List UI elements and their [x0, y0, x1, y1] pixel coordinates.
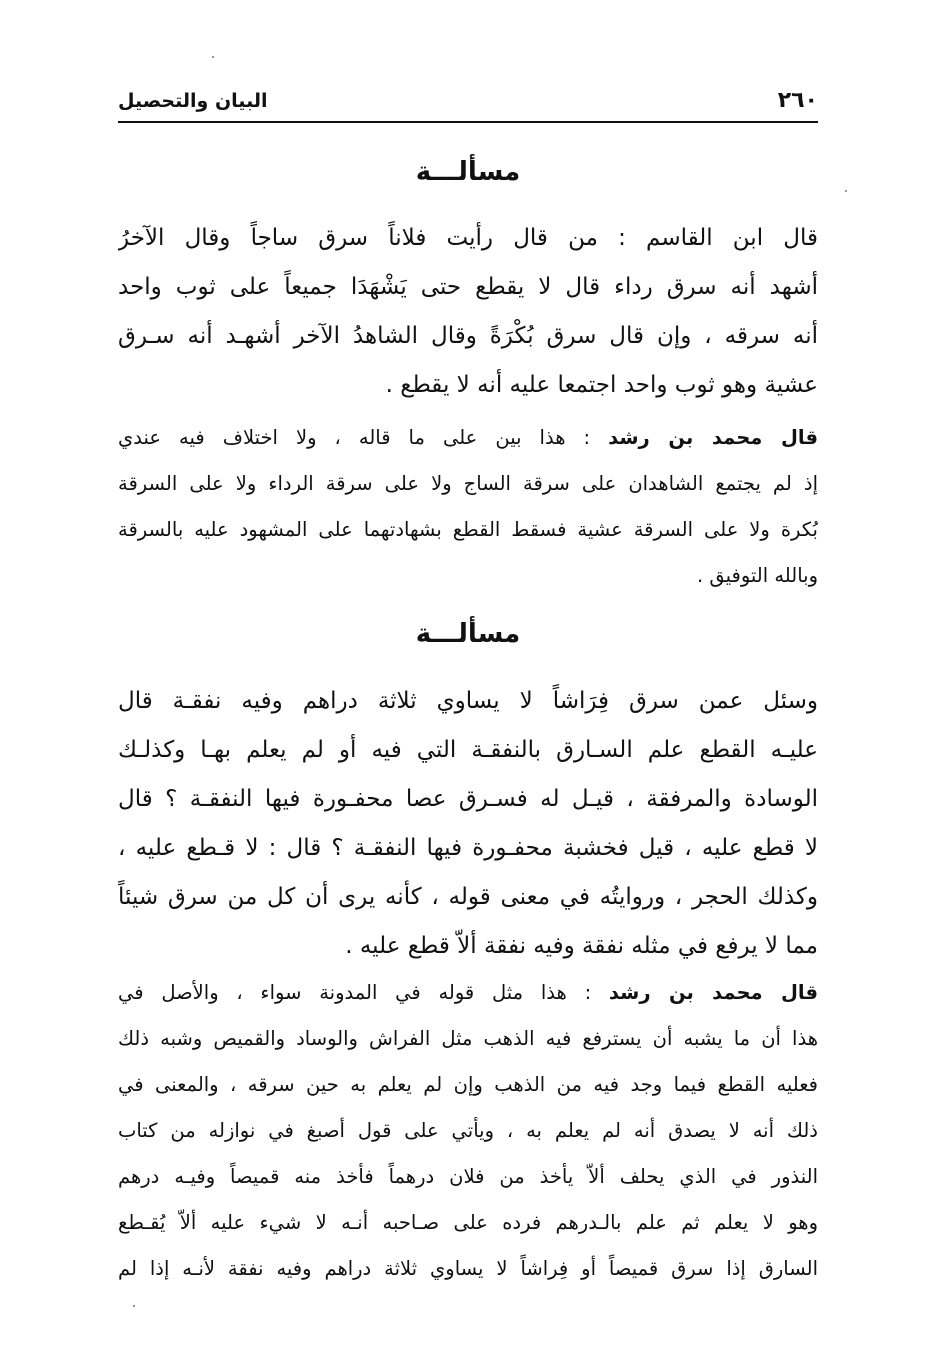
- section-title-1: مسألـــة: [415, 157, 521, 187]
- text-line: أنه سرقه ، وإن قال سرق بُكْرَةً وقال الشاهدُ الآخر أشهـد أنه سـرق: [118, 323, 818, 349]
- page-header: [118, 86, 818, 120]
- scan-speck: [212, 56, 214, 58]
- commentary-first-line-text: : هذا بين على ما قاله ، ولا اختلاف فيه عندي: [118, 426, 609, 449]
- text-line: وبالله التوفيق .: [696, 564, 818, 587]
- text-line: وهو لا يعلم ثم علم بالـدرهم فرده على صـاحبه أنـه لا شيء عليه ألاّ يُقـطع: [118, 1211, 818, 1234]
- commentary-speaker: قال محمد بن رشد: [608, 981, 818, 1004]
- text-line: أشهد أنه سرق رداء قال لا يقطع حتى يَشْهَدَا جميعاً على ثوب واحد: [118, 274, 818, 300]
- text-line: هذا أن ما يشبه أن يسترفع فيه الذهب مثل الفراش والوساد والقميص وشبه ذلك: [118, 1027, 818, 1050]
- text-line: وكذلك الحجر ، وروايتُه في معنى قوله ، كأنه يرى أن كل من سرق شيئاً: [118, 884, 818, 910]
- text-line: النذور في الذي يحلف ألاّ يأخذ من فلان درهماً فأخذ منه قميصاً وفيـه درهم: [118, 1165, 818, 1188]
- commentary-first-line: [118, 415, 818, 461]
- text-line: الوسادة والمرفقة ، قيـل له فسـرق عصا محفـورة فيها النفقـة ؟ قال: [118, 786, 818, 812]
- running-title: البيان والتحصيل: [118, 90, 268, 112]
- section-2-commentary: [118, 970, 818, 1292]
- text-line: لا قطع عليه ، قيل فخشبة محفـورة فيها النفقـة ؟ قال : لا قـطع عليه ،: [118, 835, 818, 861]
- text-line: عليـه القطع علم السـارق بالنفقـة التي فيه أو لم يعلم بهـا وكذلـك: [118, 737, 818, 763]
- section-1-commentary: [118, 415, 818, 599]
- text-line: عشية وهو ثوب واحد اجتمعا عليه أنه لا يقطع .: [385, 372, 818, 398]
- text-line: وسئل عمن سرق فِرَاشاً لا يساوي ثلاثة دراهم وفيه نفقـة قال: [118, 688, 818, 714]
- commentary-first-line: [118, 970, 818, 1016]
- text-line: السارق إذا سرق قميصاً أو فِراشاً لا يساوي ثلاثة دراهم وفيه نفقة لأنـه إذا لم: [118, 1257, 818, 1280]
- commentary-first-line-text: : هذا مثل قوله في المدونة سواء ، والأصل في: [118, 981, 609, 1004]
- text-line: فعليه القطع فيما وجد فيه من الذهب وإن لم يعلم به حين سرقه ، والمعنى في: [118, 1073, 818, 1096]
- text-line: ذلك أنه لا يصدق أنه لم يعلم به ، ويأتي على قول أصبغ في نوازله من كتاب: [118, 1119, 818, 1142]
- text-line: قال ابن القاسم : من قال رأيت فلاناً سرق ساجاً وقال الآخرُ: [118, 225, 818, 251]
- text-line: إذ لم يجتمع الشاهدان على سرقة الساج ولا على سرقة الرداء ولا على السرقة: [118, 472, 818, 495]
- section-title-2: مسألـــة: [415, 619, 521, 649]
- section-2-question-text: [118, 677, 818, 971]
- section-1-question-text: [118, 214, 818, 410]
- page-number: ٢٦٠: [777, 88, 818, 113]
- commentary-speaker: قال محمد بن رشد: [608, 426, 818, 449]
- text-line: بُكرة ولا على السرقة عشية فسقط القطع بشهادتهما على المشهود عليه بالسرقة: [118, 518, 818, 541]
- scan-speck: [133, 1305, 135, 1307]
- header-rule: [118, 121, 818, 123]
- scan-speck: [845, 190, 847, 192]
- text-line: مما لا يرفع في مثله نفقة وفيه نفقة ألاّ قطع عليه .: [345, 933, 818, 959]
